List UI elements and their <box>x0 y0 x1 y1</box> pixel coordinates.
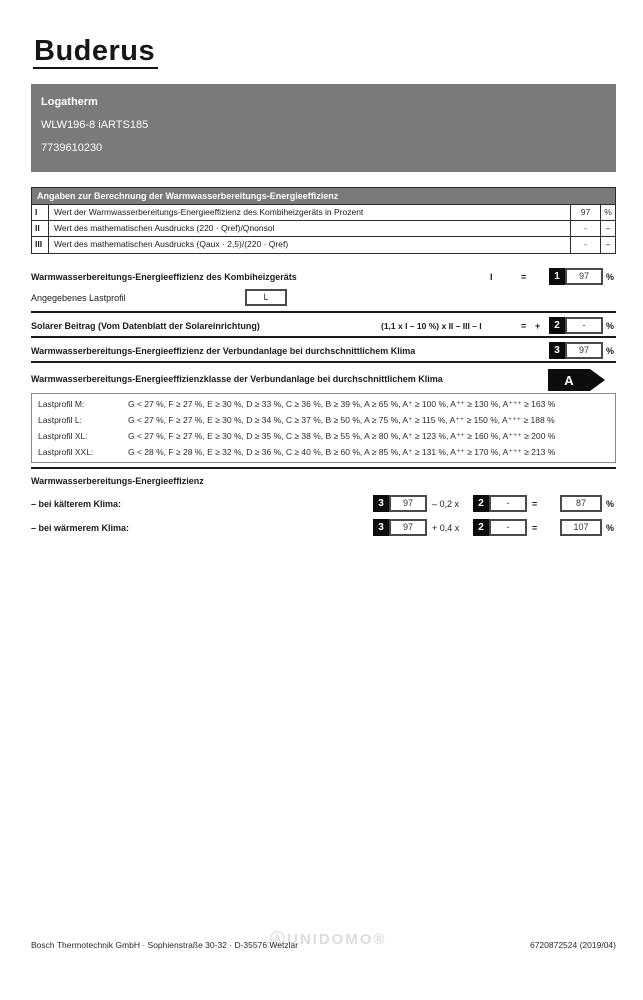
row-unit: – <box>605 223 611 233</box>
section-divider <box>31 467 616 469</box>
plus-sign: + <box>535 321 541 331</box>
product-header-box <box>31 84 616 172</box>
solar-contribution-label: Solarer Beitrag (Vom Datenblatt der Solareinrichtung) <box>31 321 260 331</box>
calculation-table-header: Angaben zur Berechnung der Warmwasserbereitungs-Energieeffizienz <box>32 188 615 205</box>
equals-sign: = <box>521 321 527 331</box>
percent-unit: % <box>606 321 615 331</box>
energy-class-arrow <box>548 369 606 391</box>
profile-label: Lastprofil XXL: <box>38 447 94 457</box>
climate-value-field: - <box>489 519 527 536</box>
row-description: Wert des mathematischen Ausdrucks (220 · Qref)/Qnonsol <box>49 221 571 236</box>
row-unit: – <box>605 239 611 249</box>
ref-box-2: 2 <box>549 317 565 334</box>
profile-label: Lastprofil L: <box>38 415 82 425</box>
load-profile-label: Angegebenes Lastprofil <box>31 293 126 303</box>
profile-thresholds: G < 27 %, F ≥ 27 %, E ≥ 30 %, D ≥ 35 %, C ≥ 38 %, B ≥ 55 %, A ≥ 80 %, A⁺ ≥ 123 %, A⁺⁺ ≥ 160 %, A⁺⁺⁺ ≥ 200 % <box>128 431 556 441</box>
percent-unit: % <box>606 272 615 282</box>
load-profile-value-field: L <box>245 289 287 306</box>
product-series: Logatherm <box>41 96 98 108</box>
equals-sign: = <box>532 523 538 533</box>
section-divider <box>31 336 616 338</box>
row-description: Wert der Warmwasserbereitungs-Energieeffizienz des Kombiheizgeräts in Prozent <box>49 205 571 220</box>
ref-box-3: 3 <box>373 519 389 536</box>
product-article-number: 7739610230 <box>41 142 103 154</box>
table-row <box>32 221 615 237</box>
profile-label: Lastprofil XL: <box>38 431 88 441</box>
profile-thresholds: G < 27 %, F ≥ 27 %, E ≥ 30 %, D ≥ 33 %, C ≥ 36 %, B ≥ 39 %, A ≥ 65 %, A⁺ ≥ 100 %, A⁺⁺ ≥ 130 %, A⁺⁺⁺ ≥ 163 % <box>128 399 556 409</box>
table-row <box>32 396 615 412</box>
table-row <box>32 412 615 428</box>
energy-class-letter: A <box>564 373 574 388</box>
section-divider <box>31 361 616 363</box>
footer-doc-number: 6720872524 (2019/04) <box>529 940 616 950</box>
row-description: Wert des mathematischen Ausdrucks (Qaux · 2,5)/(220 · Qref) <box>49 237 571 253</box>
combined-efficiency-value-field: 97 <box>565 342 603 359</box>
ref-box-2: 2 <box>473 519 489 536</box>
row-numeral: II <box>32 221 49 236</box>
percent-unit: % <box>606 523 615 533</box>
product-model: WLW196-8 iARTS185 <box>41 119 149 131</box>
row-value: 97 <box>571 205 601 220</box>
energy-class-arrow-icon <box>548 369 606 391</box>
profile-label: Lastprofil M: <box>38 399 85 409</box>
climate-value-field: 97 <box>389 519 427 536</box>
colder-climate-result-field: 87 <box>560 495 602 512</box>
percent-unit: % <box>606 499 615 509</box>
footer-company: Bosch Thermotechnik GmbH · Sophienstraße 30-32 · D-35576 Wetzlar <box>31 940 299 950</box>
table-row <box>32 205 615 221</box>
row-numeral: III <box>32 237 49 253</box>
climate-value-field: - <box>489 495 527 512</box>
table-row <box>32 237 615 253</box>
warmer-climate-result-field: 107 <box>560 519 602 536</box>
combi-efficiency-label: Warmwasserbereitungs-Energieeffizienz des Kombiheizgeräts <box>31 272 297 282</box>
profile-thresholds: G < 27 %, F ≥ 27 %, E ≥ 30 %, D ≥ 34 %, C ≥ 37 %, B ≥ 50 %, A ≥ 75 %, A⁺ ≥ 115 %, A⁺⁺ ≥ 150 %, A⁺⁺⁺ ≥ 188 % <box>128 415 555 425</box>
combined-efficiency-label: Warmwasserbereitungs-Energieeffizienz der Verbundanlage bei durchschnittlichem Klima <box>31 346 416 356</box>
percent-unit: % <box>606 346 615 356</box>
table-row <box>32 444 615 460</box>
calculation-table <box>31 187 616 254</box>
colder-climate-label: – bei kälterem Klima: <box>31 499 122 509</box>
operator-text: – 0,2 x <box>432 499 460 509</box>
solar-value-field: - <box>565 317 603 334</box>
equals-sign: = <box>521 272 527 282</box>
climate-value-field: 97 <box>389 495 427 512</box>
combi-efficiency-value-field: 97 <box>565 268 603 285</box>
row-value: - <box>571 221 601 236</box>
table-row <box>32 428 615 444</box>
climate-section-heading: Warmwasserbereitungs-Energieeffizienz <box>31 476 204 486</box>
ref-box-3: 3 <box>549 342 565 359</box>
buderus-logo: Buderus <box>33 36 158 69</box>
ref-box-2: 2 <box>473 495 489 512</box>
section-divider <box>31 311 616 313</box>
ref-box-1: 1 <box>549 268 565 285</box>
row-unit: % <box>604 207 612 217</box>
solar-formula: (1,1 x I – 10 %) x II – III – I <box>381 321 482 331</box>
equals-sign: = <box>532 499 538 509</box>
load-profiles-table <box>31 393 616 463</box>
operator-text: + 0,4 x <box>432 523 460 533</box>
row-value: - <box>571 237 601 253</box>
row-numeral: I <box>32 205 49 220</box>
watermark: ⒶUNIDOMO® <box>270 931 387 948</box>
efficiency-class-label: Warmwasserbereitungs-Energieeffizienzklasse der Verbundanlage bei durchschnittlichem Klima <box>31 374 443 384</box>
ref-box-3: 3 <box>373 495 389 512</box>
profile-thresholds: G < 28 %, F ≥ 28 %, E ≥ 32 %, D ≥ 36 %, C ≥ 40 %, B ≥ 60 %, A ≥ 85 %, A⁺ ≥ 131 %, A⁺⁺ ≥ 170 %, A⁺⁺⁺ ≥ 213 % <box>128 447 556 457</box>
warmer-climate-label: – bei wärmerem Klima: <box>31 523 130 533</box>
symbol-I: I <box>490 272 493 282</box>
